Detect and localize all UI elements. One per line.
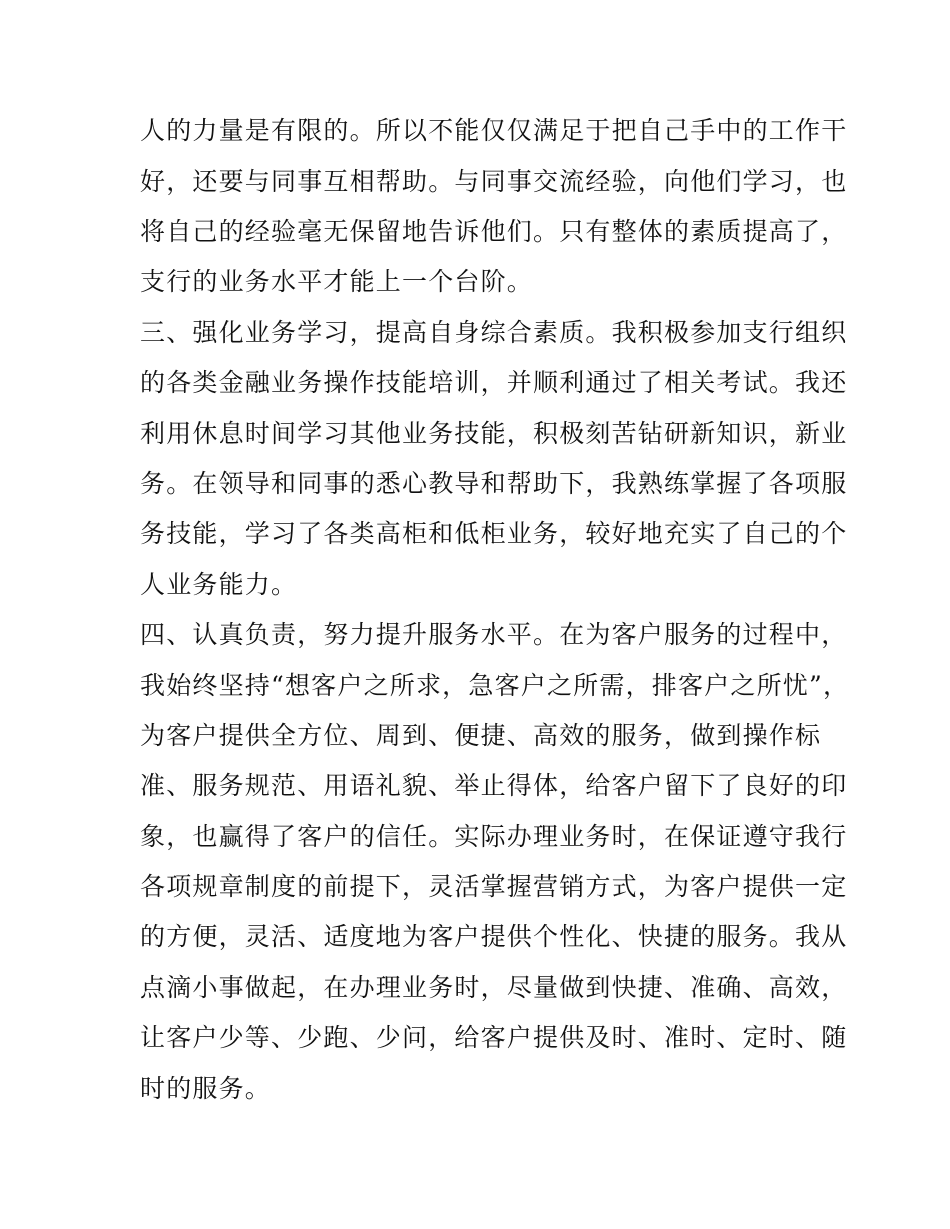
text-line: 象，也赢得了客户的信任。实际办理业务时，在保证遵守我行 bbox=[140, 822, 848, 851]
text-line: 我始终坚持“想客户之所求，急客户之所需，排客户之所忧”， bbox=[140, 671, 850, 700]
text-line: 人业务能力。 bbox=[140, 570, 298, 599]
section-heading-line: 四、认真负责，努力提升服务水平。在为客户服务的过程中， bbox=[140, 620, 848, 649]
text-line: 务。在领导和同事的悉心教导和帮助下，我熟练掌握了各项服 bbox=[140, 469, 848, 498]
text-line: 人的力量是有限的。所以不能仅仅满足于把自己手中的工作干 bbox=[140, 116, 848, 145]
text-line: 为客户提供全方位、周到、便捷、高效的服务，做到操作标 bbox=[140, 721, 822, 750]
text-line: 的方便，灵活、适度地为客户提供个性化、快捷的服务。我从 bbox=[140, 922, 848, 951]
text-line: 的各类金融业务操作技能培训，并顺利通过了相关考试。我还 bbox=[140, 368, 848, 397]
text-line: 准、服务规范、用语礼貌、举止得体，给客户留下了良好的印 bbox=[140, 771, 848, 800]
section-heading-line: 三、强化业务学习，提高自身综合素质。我积极参加支行组织 bbox=[140, 318, 848, 347]
text-line: 点滴小事做起，在办理业务时，尽量做到快捷、准确、高效， bbox=[140, 973, 848, 1002]
text-line: 好，还要与同事互相帮助。与同事交流经验，向他们学习，也 bbox=[140, 167, 848, 196]
text-line: 利用休息时间学习其他业务技能，积极刻苦钻研新知识，新业 bbox=[140, 419, 848, 448]
text-line: 支行的业务水平才能上一个台阶。 bbox=[140, 267, 534, 296]
text-line: 各项规章制度的前提下，灵活掌握营销方式，为客户提供一定 bbox=[140, 872, 848, 901]
text-line: 让客户少等、少跑、少问，给客户提供及时、准时、定时、随 bbox=[140, 1023, 848, 1052]
text-line: 将自己的经验毫无保留地告诉他们。只有整体的素质提高了， bbox=[140, 217, 848, 246]
text-line: 务技能，学习了各类高柜和低柜业务，较好地充实了自己的个 bbox=[140, 519, 848, 548]
text-line: 时的服务。 bbox=[140, 1074, 272, 1103]
